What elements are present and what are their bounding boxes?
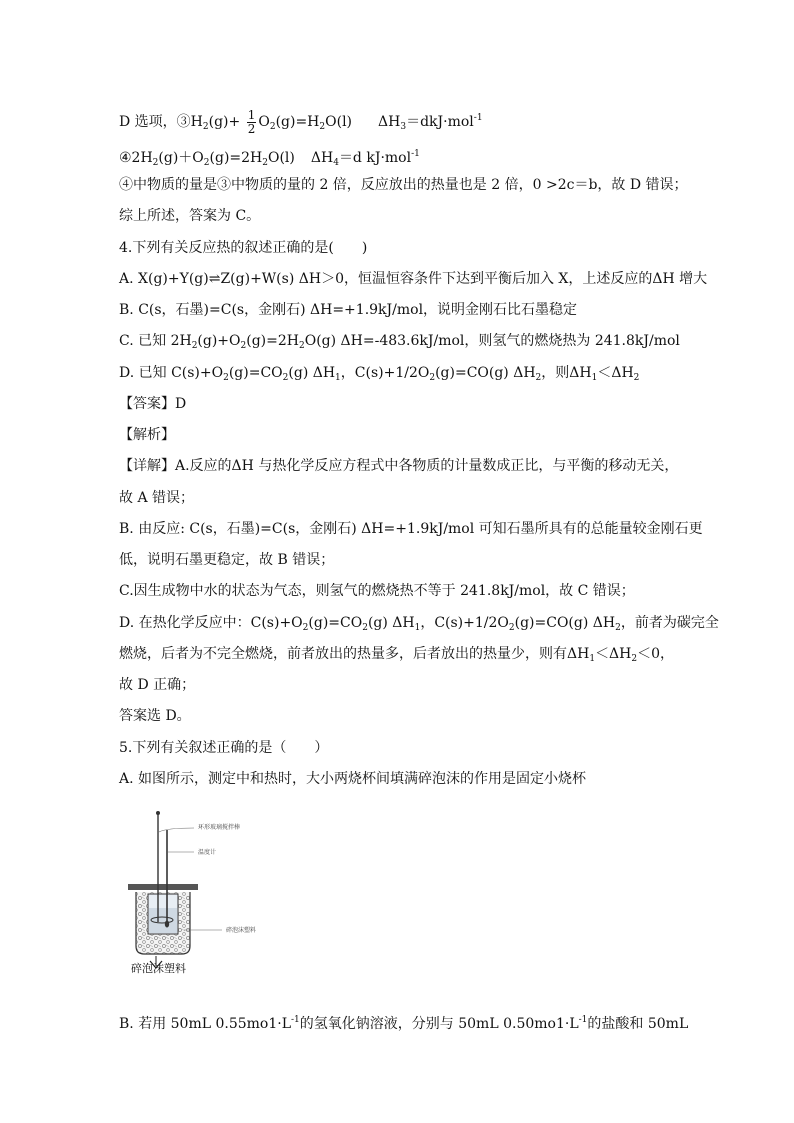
text-line: ④中物质的量是③中物质的量的 2 倍，反应放出的热量也是 2 倍，0 >2c＝b，故 D 错误； bbox=[119, 177, 688, 193]
question-5: 5.下列有关叙述正确的是（ ） bbox=[119, 740, 329, 756]
option-d-equation-3: D 选项，$③H_2(g)+$ $\frac{1}{2}$ $O_2(g)=H_2O(l)$ $\Delta H_3=dkJ\cdot mol^{-1}$ bbox=[119, 107, 483, 136]
lid bbox=[128, 884, 198, 890]
equation-4: $④2H_2(g)+O_2(g)=2H_2O(l)$ $\Delta H_4=d$ kJ·mol$^{-1}$ bbox=[119, 149, 420, 168]
detail-line: 【详解】A.反应的ΔH 与热化学反应方程式中各物质的计量数成正比，与平衡的移动无关， bbox=[119, 458, 679, 474]
figure-caption: 碎泡沫塑料 bbox=[131, 962, 186, 975]
option-4d: D. 已知 $C(s)+O_2(g)=CO_2(g)$ $\Delta H_1$，$C(s)+1/2O_2(g)=CO(g)$ $\Delta H_2$，则$\Delta H_1<\Delta H_2$ bbox=[119, 365, 640, 383]
label-thermometer: 温度计 bbox=[198, 849, 217, 856]
option-5a: A. 如图所示，测定中和热时，大小两烧杯间填满碎泡沫的作用是固定小烧杯 bbox=[119, 771, 587, 787]
detail-line: D. 在热化学反应中：$C(s)+O_2(g)=CO_2(g)$ $\Delta H_1$，$C(s)+1/2O_2(g)=CO(g)$ $\Delta H_2$，前者为碳完全 bbox=[119, 615, 719, 633]
analysis-label: 【解析】 bbox=[119, 427, 175, 443]
detail-line: C.因生成物中水的状态为气态，则氢气的燃烧热不等于 241.8kJ/mol，故 C 错误； bbox=[119, 583, 635, 599]
detail-line: 答案选 D。 bbox=[119, 708, 191, 724]
label-stirrer: 环形玻璃搅拌棒 bbox=[198, 824, 241, 831]
option-4c: C. 已知 $2H_2(g)+O_2(g)=2H_2O(g)$ ΔH=-483.6kJ/mol，则氢气的燃烧热为 241.8kJ/mol bbox=[119, 333, 680, 351]
text-line: 综上所述，答案为 C。 bbox=[119, 208, 261, 224]
option-4b: B. C(s，石墨)=C(s，金刚石) ΔH=+1.9kJ/mol，说明金刚石比石墨稳定 bbox=[119, 302, 578, 318]
option-5b: B. 若用 50mL $0.55mo1\cdot L^{-1}$的氢氧化钠溶液，分别与 50mL $0.50mo1\cdot L^{-1}$的盐酸和 50mL bbox=[119, 1015, 689, 1032]
option-4a: A. X(g)+Y(g)⇌Z(g)+W(s) ΔH＞0，恒温恒容条件下达到平衡后加入 X，上述反应的ΔH 增大 bbox=[119, 271, 708, 287]
detail-line: 低，说明石墨更稳定，故 B 错误； bbox=[119, 552, 335, 568]
detail-line: B. 由反应: C(s，石墨)=C(s，金刚石) ΔH=+1.9kJ/mol 可知石墨所具有的总能量较金刚石更 bbox=[119, 521, 703, 537]
detail-line: 故 D 正确； bbox=[119, 677, 196, 693]
answer-label: 【答案】D bbox=[119, 396, 187, 412]
fraction-half: $\frac{1}{2}$ bbox=[247, 107, 256, 136]
label-foam: 碎泡沫塑料 bbox=[226, 927, 257, 934]
detail-line: 故 A 错误； bbox=[119, 490, 195, 506]
detail-line: 燃烧，后者为不完全燃烧，前者放出的热量多，后者放出的热量少，则有$\Delta H_1<\Delta H_2<0$， bbox=[119, 646, 675, 664]
question-4: 4.下列有关反应热的叙述正确的是( ) bbox=[119, 240, 368, 256]
